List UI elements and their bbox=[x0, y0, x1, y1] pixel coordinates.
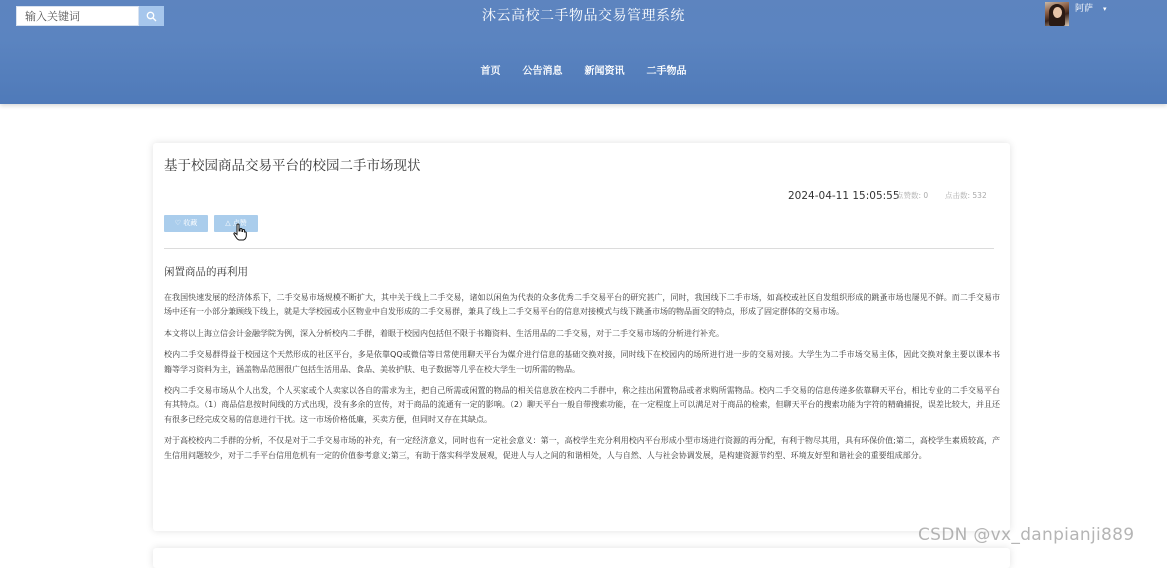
nav-item-secondhand[interactable]: 二手物品 bbox=[646, 66, 687, 77]
article-title: 基于校园商品交易平台的校园二手市场现状 bbox=[164, 158, 421, 174]
paragraph: 对于高校校内二手群的分析，不仅是对于二手交易市场的补充，有一定经济意义，同时也有一定社会意义：第一，高校学生充分利用校内平台形成小型市场进行资源的再分配，有利于物尽其用，具有环保价值;第二，高校学生素质较高，产生信用问题较少，对于二手平台信用危机有一定的价值参考意义;第三，有助于落实科学发展观，促进人与人之间的和谐相处，人与自然、人与社会协调发展，是构建资源节约型、环境友好型和谐社会的重要组成部分。 bbox=[164, 436, 1000, 460]
click-count: 点击数: 532 bbox=[945, 191, 987, 200]
main-nav bbox=[0, 64, 1167, 80]
hand-cursor-icon bbox=[233, 223, 247, 241]
like-button[interactable]: △ 点赞 bbox=[214, 215, 258, 232]
top-header bbox=[0, 0, 1167, 104]
avatar-face bbox=[1053, 7, 1062, 18]
paragraph: 校内二手交易市场从个人出发，个人买家或个人卖家以各自的需求为主，把自己所需或闲置的物品的相关信息放在校内二手群中，称之挂出闲置物品或者求购所需物品。校内二手交易的信息传递多依靠聊天平台，相比专业的二手交易平台有其特点。（1）商品信息按时间线的方式出现，没有多余的宣传，对于商品的流通有一定的影响。（2）聊天平台一般自带搜索功能，在一定程度上可以满足对于商品的检索，但聊天平台的搜索功能为字符的精确捕捉，误差比较大，并且还有很多已经完成交易的信息进行干扰。这一市场价格低廉，买卖方便，但同时又存在其缺点。 bbox=[164, 386, 1000, 424]
paragraph: 校内二手交易群得益于校园这个天然形成的社区平台，多是依靠QQ或微信等日常使用聊天平台为媒介进行信息的基础交换对接，同时线下在校园内的场所进行进一步的交易对接。大学生为二手市场交易主体，因此交换对象主要以课本书籍等学习资料为主，涵盖物品范围很广包括生活用品、食品、美妆护肤、电子数据等几乎在校大学生一切所需的物品。 bbox=[164, 350, 1000, 374]
watermark: CSDN @vx_danpianji889 bbox=[918, 525, 1135, 545]
content-heading: 闲置商品的再利用 bbox=[164, 266, 248, 278]
publish-date: 2024-04-11 15:05:55 bbox=[788, 190, 900, 202]
chevron-down-icon[interactable]: ▾ bbox=[1103, 5, 1107, 13]
nav-item-home[interactable]: 首页 bbox=[480, 66, 501, 77]
favorite-button[interactable]: ♡ 收藏 bbox=[164, 215, 208, 232]
username[interactable]: 阿萨 bbox=[1075, 4, 1094, 14]
nav-item-news[interactable]: 新闻资讯 bbox=[584, 66, 625, 77]
paragraph: 在我国快速发展的经济体系下，二手交易市场规模不断扩大，其中关于线上二手交易，诸如以闲鱼为代表的众多优秀二手交易平台的研究甚广，同时，我国线下二手市场，如高校或社区自发组织形成的跳蚤市场也屡见不鲜。而二手交易市场中还有一小部分兼顾线下线上，就是大学校园或小区物业中自发形成的二手交易群，兼具了线上二手交易平台的信息对接模式与线下跳蚤市场的物品面交的特点，形成了固定群体的交易市场。 bbox=[164, 293, 1000, 317]
paragraph: 本文将以上海立信会计金融学院为例，深入分析校内二手群，着眼于校园内包括但不限于书籍资料、生活用品的二手交易，对于二手交易市场的分析进行补充。 bbox=[164, 328, 724, 338]
avatar[interactable] bbox=[1045, 2, 1069, 26]
article-content bbox=[164, 265, 1000, 470]
nav-item-announcements[interactable]: 公告消息 bbox=[522, 66, 563, 77]
divider bbox=[164, 248, 994, 249]
next-card bbox=[153, 548, 1010, 568]
like-count: 点赞数: 0 bbox=[896, 191, 929, 200]
site-title: 沐云高校二手物品交易管理系统 bbox=[482, 8, 685, 24]
article-card bbox=[153, 143, 1010, 531]
